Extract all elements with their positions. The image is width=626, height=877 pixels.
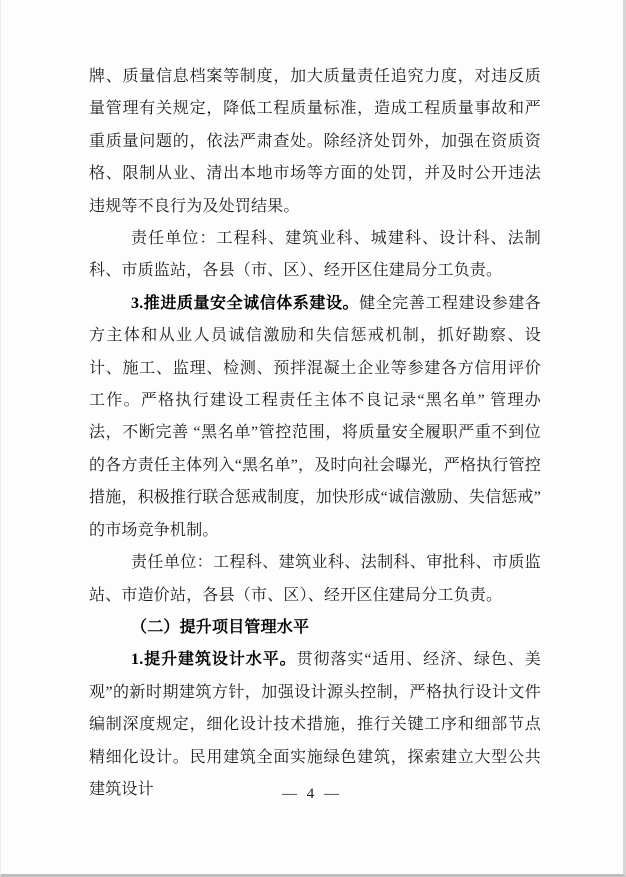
paragraph-responsible-units-2: [89, 547, 541, 612]
paragraph-item1-design-level: [89, 644, 541, 806]
paragraph-text: 责任单位：工程科、建筑业科、城建科、设计科、法制科、市质监站，各县（市、区）、经开区住建局分工负责。: [89, 230, 541, 280]
page-footer: [1, 786, 623, 803]
heading-section-2-project-management: [89, 612, 541, 644]
paragraph-text: 贯彻落实“适用、经济、绿色、美观”的新时期建筑方针，加强设计源头控制，严格执行设计文件编制深度规定，细化设计技术措施，推行关键工序和细部节点精细化设计。民用建筑全面实施绿色建筑，探索建立大型公共建筑设计: [89, 651, 541, 798]
paragraph-lead: 3.推进质量安全诚信体系建设。: [131, 294, 360, 312]
paragraph-text: 责任单位：工程科、建筑业科、法制科、审批科、市质监站、市造价站，各县（市、区）、经开区住建局分工负责。: [89, 554, 541, 604]
paragraph-responsible-units-1: [89, 223, 541, 288]
paragraph-lead: 1.提升建筑设计水平。: [131, 651, 297, 669]
paragraph-text: 牌、质量信息档案等制度，加大质量责任追究力度，对违反质量管理有关规定，降低工程质量标准，造成工程质量事故和严重质量问题的，依法严肃查处。除经济处罚外，加强在资质资格、限制从业、清出本地市场等方面的处罚，并及时公开违法违规等不良行为及处罚结果。: [89, 68, 541, 215]
heading-text: （二）提升项目管理水平: [131, 618, 310, 636]
paragraph-item3-credit-system: [89, 288, 541, 547]
paragraph-text: 健全完善工程建设参建各方主体和从业人员诚信激励和失信惩戒机制，抓好勘察、设计、施工、监理、检测、预拌混凝土企业等参建各方信用评价工作。严格执行建设工程责任主体不良记录“黑名单” 管理办法，不断完善 “黑名单”管控范围，将质量安全履职严重不到位的各方责任主体列入“黑名单”，及时向社会曝光，严格执行管控措施，积极推行联合惩戒制度，加快形成“诚信激励、失信惩戒”的市场竞争机制。: [89, 294, 542, 539]
page-number: — 4 —: [282, 786, 342, 802]
document-body: [89, 61, 541, 806]
paragraph-penalty-continuation: [89, 61, 541, 223]
